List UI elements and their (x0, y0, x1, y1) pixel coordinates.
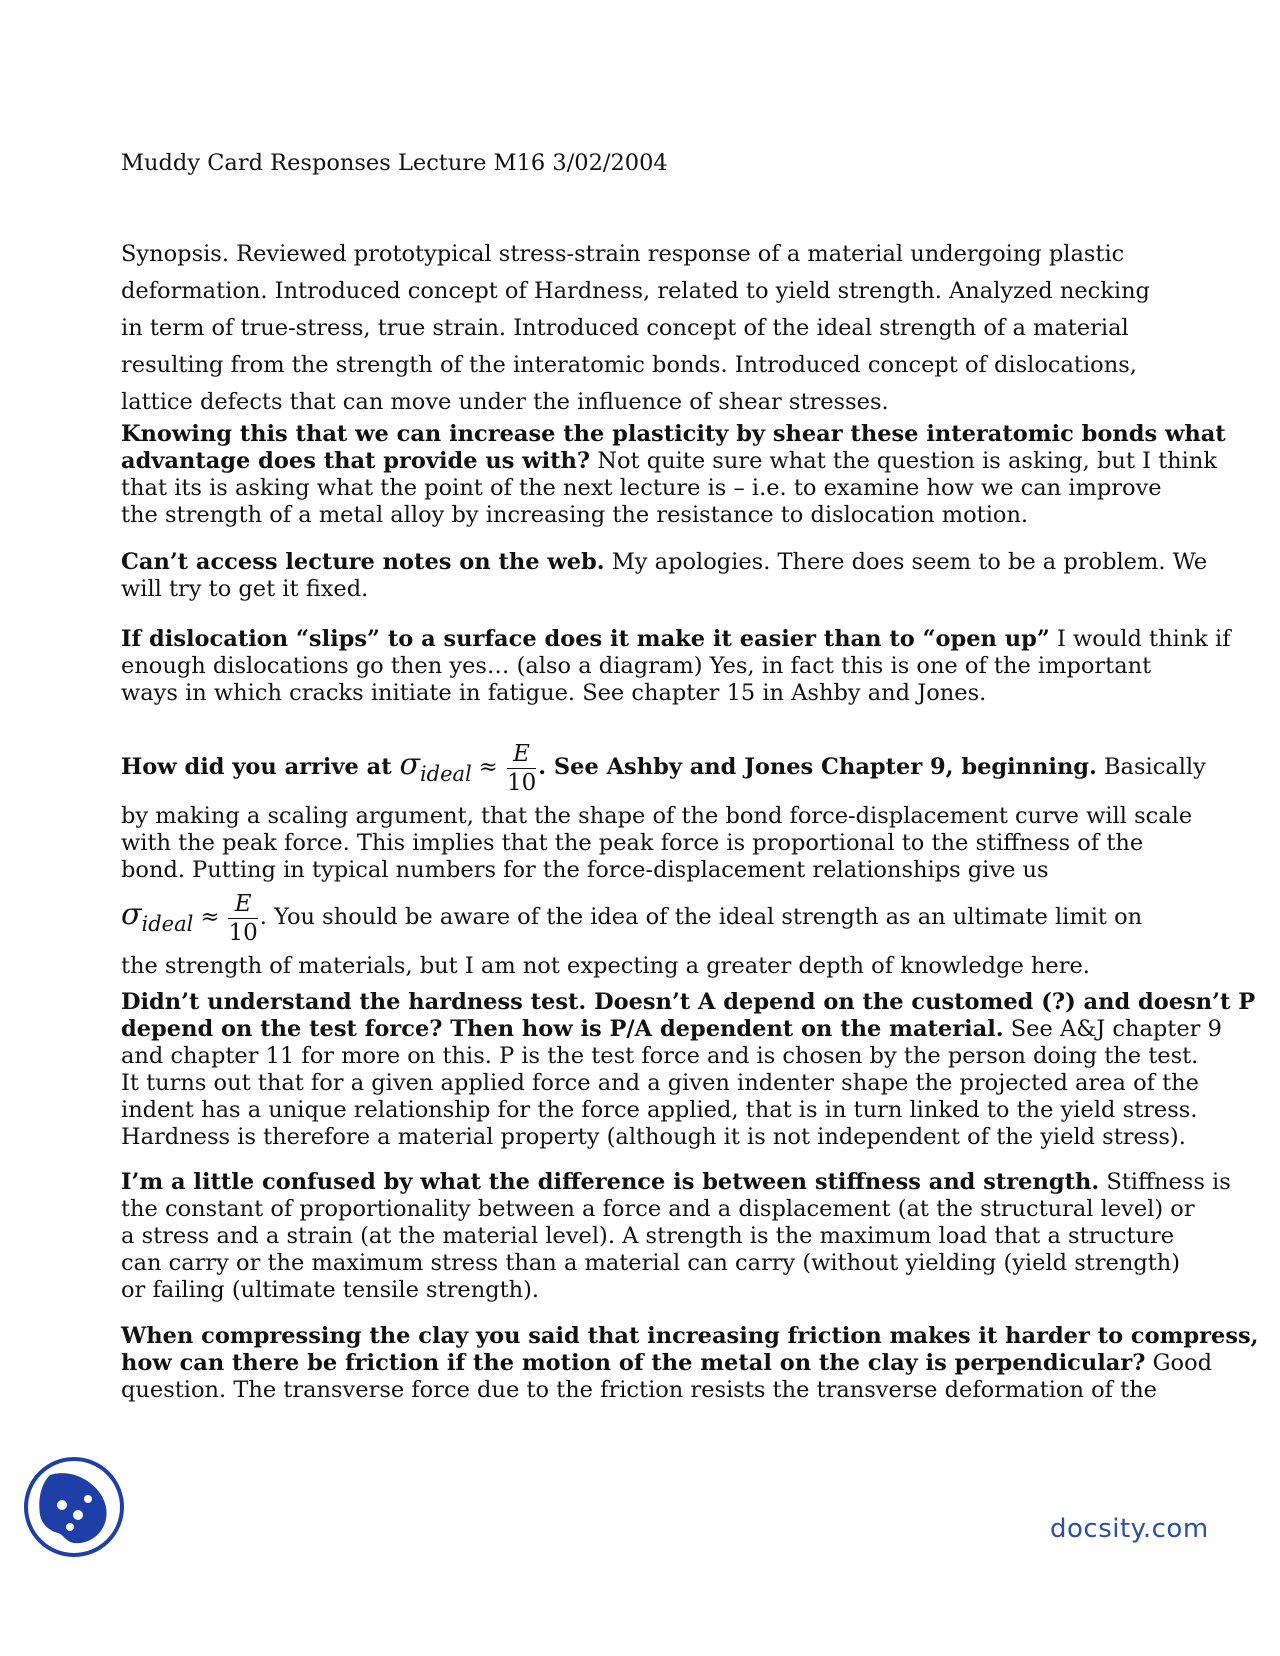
answer-text: a stress and a strain (at the material level). A strength is the maximum load that a structure (121, 1223, 1175, 1249)
synopsis-line: deformation. Introduced concept of Hardness, related to yield strength. Analyzed necking (121, 278, 1150, 304)
answer-text: and chapter 11 for more on this. P is the test force and is chosen by the person doing the test. (121, 1043, 1199, 1069)
question-text: If dislocation “slips” to a surface does it make it easier than to “open up” (121, 626, 1050, 652)
synopsis-line: in term of true-stress, true strain. Introduced concept of the ideal strength of a material (121, 315, 1129, 341)
answer-text: by making a scaling argument, that the shape of the bond force-displacement curve will scale (121, 803, 1193, 829)
fraction-denominator: 10 (228, 919, 258, 946)
answer-text: the constant of proportionality between a force and a displacement (at the structural level) or (121, 1196, 1195, 1222)
synopsis-line: Synopsis. Reviewed prototypical stress-strain response of a material undergoing plastic (121, 241, 1125, 267)
answer-text: . You should be aware of the idea of the ideal strength as an ultimate limit on (259, 904, 1143, 930)
question-text: Didn’t understand the hardness test. Doesn’t A depend on the customed (?) and doesn’t P (121, 989, 1256, 1015)
question-text: I’m a little confused by what the difference is between stiffness and strength. (121, 1169, 1100, 1195)
sigma-symbol: σ (399, 747, 420, 782)
sigma-symbol: σ (121, 897, 142, 932)
approx-symbol: ≈ (471, 754, 505, 780)
question-text: Can’t access lecture notes on the web. (121, 549, 605, 575)
fraction-denominator: 10 (506, 769, 537, 796)
answer-text: Good (1145, 1350, 1213, 1376)
question-text: depend on the test force? Then how is P/A dependent on the material. (121, 1016, 1004, 1042)
answer-text: It turns out that for a given applied force and a given indenter shape the projected area of the (121, 1070, 1199, 1096)
answer-text: the strength of a metal alloy by increasing the resistance to dislocation motion. (121, 502, 1029, 528)
question-text: Knowing this that we can increase the plasticity by shear these interatomic bonds what (121, 421, 1226, 447)
approx-symbol: ≈ (193, 904, 227, 930)
question-text: When compressing the clay you said that increasing friction makes it harder to compress, (121, 1323, 1259, 1349)
fraction-numerator: E (513, 740, 530, 767)
answer-text: enough dislocations go then yes… (also a diagram) Yes, in fact this is one of the important (121, 653, 1152, 679)
answer-text: can carry or the maximum stress than a material can carry (without yielding (yield strength) (121, 1250, 1181, 1276)
answer-text: I would think if (1049, 626, 1231, 652)
answer-text: ways in which cracks initiate in fatigue. See chapter 15 in Ashby and Jones. (121, 680, 987, 706)
answer-text: Hardness is therefore a material property (although it is not independent of the yield stress). (121, 1124, 1186, 1150)
question-text: How did you arrive at (121, 754, 400, 780)
answer-text: or failing (ultimate tensile strength). (121, 1277, 540, 1303)
question-text: advantage does that provide us with? (121, 448, 591, 474)
synopsis-line: lattice defects that can move under the influence of shear stresses. (121, 389, 889, 415)
fraction (228, 890, 257, 947)
synopsis (121, 236, 1181, 421)
answer-text: with the peak force. This implies that the peak force is proportional to the stiffness of the (121, 830, 1144, 856)
docsity-logo-icon (22, 1455, 126, 1559)
answer-text: indent has a unique relationship for the force applied, that is in turn linked to the yield stress. (121, 1097, 1198, 1123)
answer-text: will try to get it fixed. (121, 576, 369, 602)
qa-hardness-test (121, 989, 1256, 1151)
sigma-subscript: ideal (419, 762, 472, 786)
answer-text: the strength of materials, but I am not expecting a greater depth of knowledge here. (121, 953, 1090, 979)
answer-text: Not quite sure what the question is asking, but I think (590, 448, 1217, 474)
synopsis-line: resulting from the strength of the interatomic bonds. Introduced concept of dislocations, (121, 352, 1137, 378)
question-text: how can there be friction if the motion of the metal on the clay is perpendicular? (121, 1350, 1146, 1376)
brand-link[interactable]: docsity.com (1050, 1514, 1209, 1544)
page-title: Muddy Card Responses Lecture M16 3/02/2004 (121, 150, 668, 176)
answer-text: question. The transverse force due to the friction resists the transverse deformation of the (121, 1377, 1157, 1403)
fraction-numerator: E (234, 890, 252, 917)
qa-dislocation-slip (121, 626, 1231, 707)
answer-text: Stiffness is (1099, 1169, 1231, 1195)
sigma-subscript: ideal (141, 912, 194, 936)
fraction (507, 740, 536, 797)
answer-text: See A&J chapter 9 (1003, 1016, 1222, 1042)
qa-stiffness-strength (121, 1169, 1231, 1304)
answer-text: Basically (1096, 754, 1206, 780)
answer-text: My apologies. There does seem to be a problem. We (604, 549, 1208, 575)
question-text: . See Ashby and Jones Chapter 9, beginning. (538, 754, 1097, 780)
qa-ideal-strength (121, 736, 1206, 979)
qa-clay-friction (121, 1323, 1259, 1404)
qa-plasticity (121, 421, 1226, 529)
qa-lecture-notes (121, 549, 1208, 603)
answer-text: bond. Putting in typical numbers for the force-displacement relationships give us (121, 857, 1049, 883)
answer-text: that its is asking what the point of the next lecture is – i.e. to examine how we can improve (121, 475, 1162, 501)
